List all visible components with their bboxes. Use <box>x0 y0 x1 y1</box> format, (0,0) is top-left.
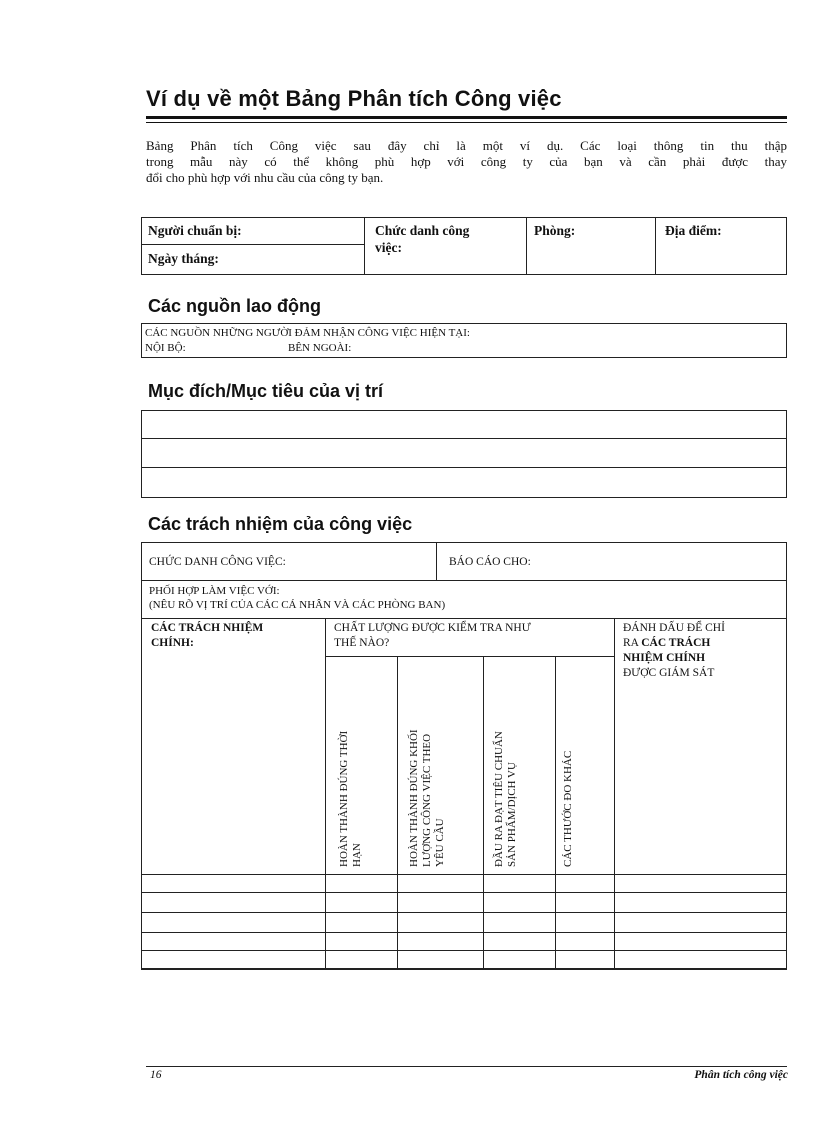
coordination-note: (NÊU RÕ VỊ TRÍ CỦA CÁC CÁ NHÂN VÀ CÁC PHÒNG BAN) <box>149 599 446 611</box>
job-title-field-line2[interactable]: việc: <box>375 240 402 255</box>
department-field[interactable]: Phòng: <box>534 223 576 238</box>
internal-field[interactable]: NỘI BỘ: <box>145 342 186 354</box>
quality-check-label-1: CHẤT LƯỢNG ĐƯỢC KIỂM TRA NHƯ <box>334 622 531 634</box>
responsibilities-heading: Các trách nhiệm của công việc <box>148 514 413 534</box>
table-row <box>142 892 786 893</box>
col-on-time-header: HOÀN THÀNH ĐÚNG THỜI HẠN <box>338 730 363 867</box>
footer-rule <box>146 1066 787 1067</box>
header-table <box>141 217 787 275</box>
labor-sources-heading: Các nguồn lao động <box>148 296 321 316</box>
title-rule-thick <box>146 116 787 119</box>
table-row <box>142 950 786 951</box>
responsibilities-table <box>141 542 787 970</box>
labor-sources-line: CÁC NGUỒN NHỮNG NGƯỜI ĐẢM NHẬN CÔNG VIỆC HIỆN TẠI: <box>145 327 470 339</box>
intro-paragraph <box>146 138 787 186</box>
external-field[interactable]: BÊN NGOÀI: <box>288 342 352 354</box>
footer-section-title: Phân tích công việc <box>694 1069 788 1081</box>
prepared-by-field[interactable]: Người chuẩn bị: <box>148 223 242 238</box>
table-row <box>142 932 786 933</box>
main-responsibilities-label-2: CHÍNH: <box>151 637 194 649</box>
col-volume-header: HOÀN THÀNH ĐÚNG KHỐI LƯỢNG CÔNG VIỆC THEO YÊU CẦU <box>408 729 446 867</box>
location-field[interactable]: Địa điểm: <box>665 223 722 238</box>
job-title-field-line1[interactable]: Chức danh công <box>375 223 470 238</box>
supervision-label-2: RA CÁC TRÁCH <box>623 637 711 649</box>
coordination-label: PHỐI HỢP LÀM VIỆC VỚI: <box>149 585 280 597</box>
quality-check-label-2: THẾ NÀO? <box>334 637 390 649</box>
main-responsibilities-label-1: CÁC TRÁCH NHIỆM <box>151 622 264 634</box>
col-output-standard-header: ĐẦU RA ĐẠT TIÊU CHUẨN SẢN PHẨM/DỊCH VỤ <box>493 731 518 867</box>
purpose-heading: Mục đích/Mục tiêu của vị trí <box>148 381 384 401</box>
supervision-label-1: ĐÁNH DẤU ĐỂ CHỈ <box>623 622 725 634</box>
col-other-measures-header: CÁC THƯỚC ĐO KHÁC <box>562 750 574 867</box>
title-rule-thin <box>146 122 787 123</box>
purpose-box[interactable] <box>141 410 787 498</box>
intro-line-1: Bảng Phân tích Công việc sau đây chỉ là một ví dụ. Các loại thông tin thu thập <box>146 138 787 153</box>
table-row <box>142 874 786 875</box>
intro-line-2: trong mẫu này có thể không phù hợp với công ty của bạn và cần phải được thay <box>146 154 787 169</box>
labor-sources-box <box>141 323 787 358</box>
reports-to-field[interactable]: BÁO CÁO CHO: <box>449 556 531 568</box>
supervision-label-4: ĐƯỢC GIÁM SÁT <box>623 667 715 679</box>
intro-line-3: đổi cho phù hợp với nhu cầu của công ty bạn. <box>146 170 384 185</box>
table-row <box>142 912 786 913</box>
page-number: 16 <box>150 1069 162 1081</box>
date-field[interactable]: Ngày tháng: <box>148 251 219 266</box>
page-title: Ví dụ về một Bảng Phân tích Công việc <box>146 86 562 111</box>
supervision-label-3: NHIỆM CHÍNH <box>623 652 706 664</box>
resp-job-title-field[interactable]: CHỨC DANH CÔNG VIỆC: <box>149 556 286 568</box>
